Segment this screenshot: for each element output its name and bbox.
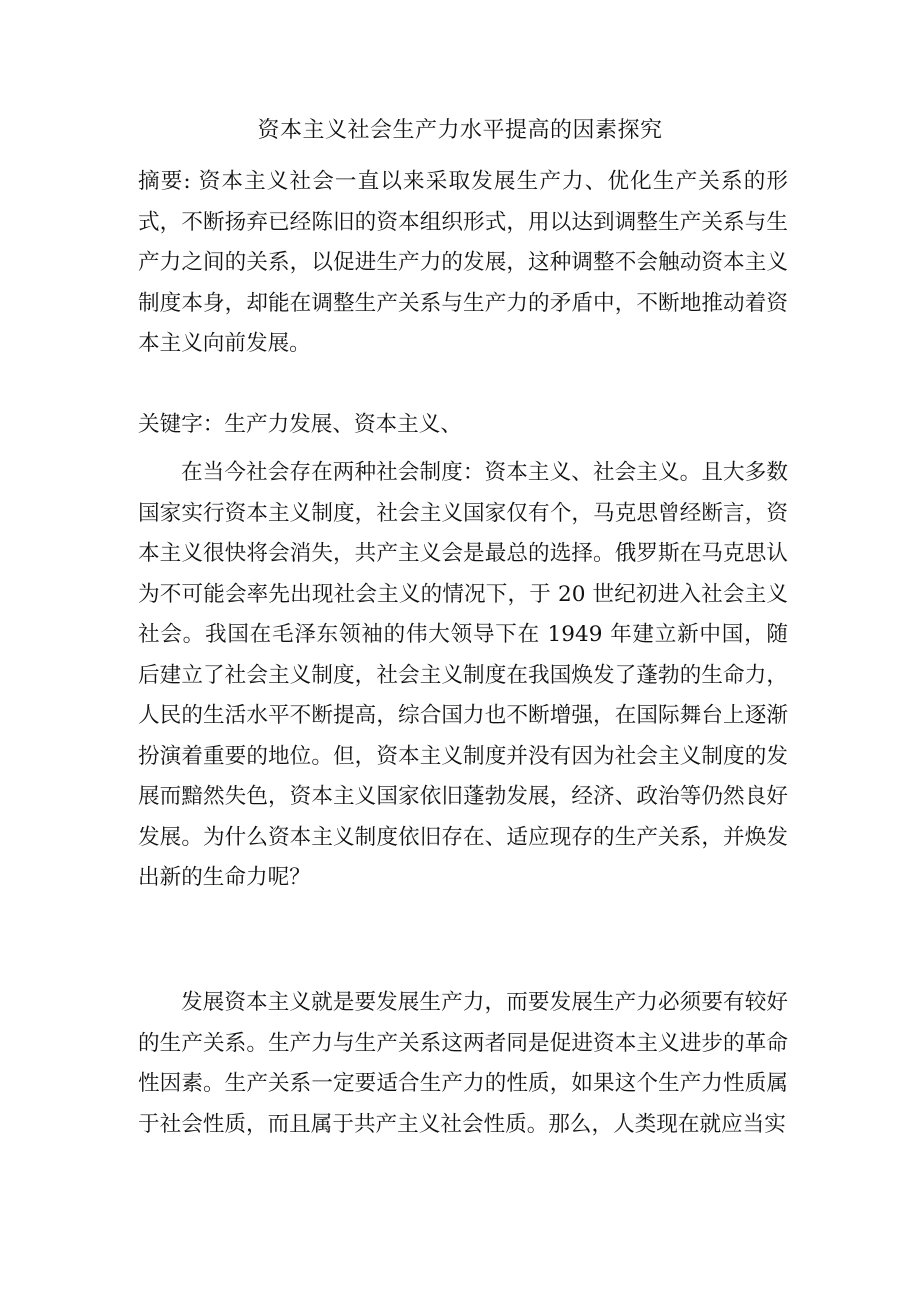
document-title: 资本主义社会生产力水平提高的因素探究 <box>257 118 663 143</box>
keywords-text: 生产力发展、资本主义、 <box>224 412 462 437</box>
abstract <box>138 162 788 365</box>
keywords <box>138 405 788 446</box>
body-paragraph-1: 在当今社会存在两种社会制度：资本主义、社会主义。且大多数国家实行资本主义制度，社会主义国家仅有个，马克思曾经断言，资本主义很快将会消失，共产主义会是最总的选择。俄罗斯在马克思认为不可能会率先出现社会主义的情况下，于 20 世纪初进入社会主义社会。我国在毛泽东领袖的伟大领导下在 1949 年建立新中国，随后建立了社会主义制度，社会主义制度在我国焕发了蓬勃的生命力，人民的生活水平不断提高，综合国力也不断增强，在国际舞台上逐渐扮演着重要的地位。但，资本主义制度并没有因为社会主义制度的发展而黯然失色，资本主义国家依旧蓬勃发展，经济、政治等仍然良好发展。为什么资本主义制度依旧存在、适应现存的生产关系，并焕发出新的生命力呢？ <box>138 460 788 890</box>
keywords-label: 关键字： <box>138 412 225 437</box>
abstract-label: 摘要: <box>138 169 191 194</box>
abstract-text: 资本主义社会一直以来采取发展生产力、优化生产关系的形式，不断扬弃已经陈旧的资本组织形式，用以达到调整生产关系与生产力之间的关系，以促进生产力的发展，这种调整不会触动资本主义制度本身，却能在调整生产关系与生产力的矛盾中，不断地推动着资本主义向前发展。 <box>138 169 788 356</box>
body-paragraph-2: 发展资本主义就是要发展生产力，而要发展生产力必须要有较好的生产关系。生产力与生产关系这两者同是促进资本主义进步的革命性因素。生产关系一定要适合生产力的性质，如果这个生产力性质属于社会性质，而且属于共产主义社会性质。那么，人类现在就应当实 <box>138 990 788 1137</box>
